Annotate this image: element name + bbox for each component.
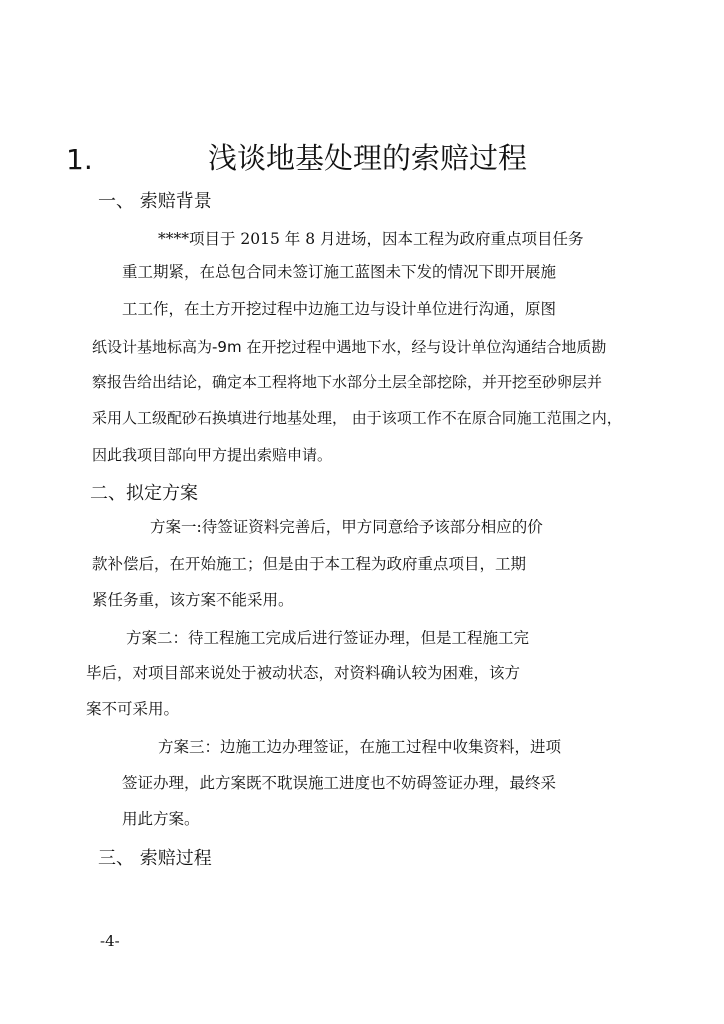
background-line-7: 因此我项目部向甲方提出索赔申请。	[92, 446, 333, 464]
plan3-line-3: 用此方案。	[122, 810, 200, 828]
plan3-line-1: 方案三：边施工边办理签证，在施工过程中收集资料，进项	[158, 738, 562, 756]
background-line-2: 重工期紧，在总包合同未签订施工蓝图未下发的情况下即开展施	[122, 263, 557, 281]
plan1-line-1: 方案一:待签证资料完善后，甲方同意给予该部分相应的价	[150, 518, 543, 536]
background-line-5: 察报告给出结论，确定本工程将地下水部分土层全部挖除，并开挖至砂卵层并	[92, 373, 603, 391]
plan2-line-3: 案不可采用。	[86, 700, 180, 718]
section-heading-background: 一、 索赔背景	[98, 191, 212, 212]
plan2-line-1: 方案二：待工程施工完成后进行签证办理，但是工程施工完	[126, 629, 530, 647]
section-heading-plans: 二、拟定方案	[90, 483, 198, 504]
page-title: 浅谈地基处理的索赔过程	[208, 141, 528, 175]
plan1-line-3: 紧任务重，该方案不能采用。	[92, 591, 294, 609]
plan1-line-2: 款补偿后，在开始施工；但是由于本工程为政府重点项目，工期	[92, 555, 527, 573]
title-number: 1.	[66, 143, 93, 176]
plan2-line-2: 毕后，对项目部来说处于被动状态，对资料确认较为困难，该方	[86, 664, 521, 682]
section-heading-process: 三、 索赔过程	[98, 848, 212, 869]
background-line-6: 采用人工级配砂石换填进行地基处理， 由于该项工作不在原合同施工范围之内，	[92, 409, 622, 427]
page-number: -4-	[100, 932, 120, 950]
plan3-line-2: 签证办理，此方案既不耽误施工进度也不妨碍签证办理，最终采	[122, 774, 557, 792]
background-line-3: 工工作，在土方开挖过程中边施工边与设计单位进行沟通，原图	[122, 300, 557, 318]
background-line-1: ****项目于 2015 年 8 月进场，因本工程为政府重点项目任务	[158, 230, 584, 248]
background-line-4: 纸设计基地标高为-9m 在开挖过程中遇地下水，经与设计单位沟通结合地质勘	[92, 338, 607, 356]
